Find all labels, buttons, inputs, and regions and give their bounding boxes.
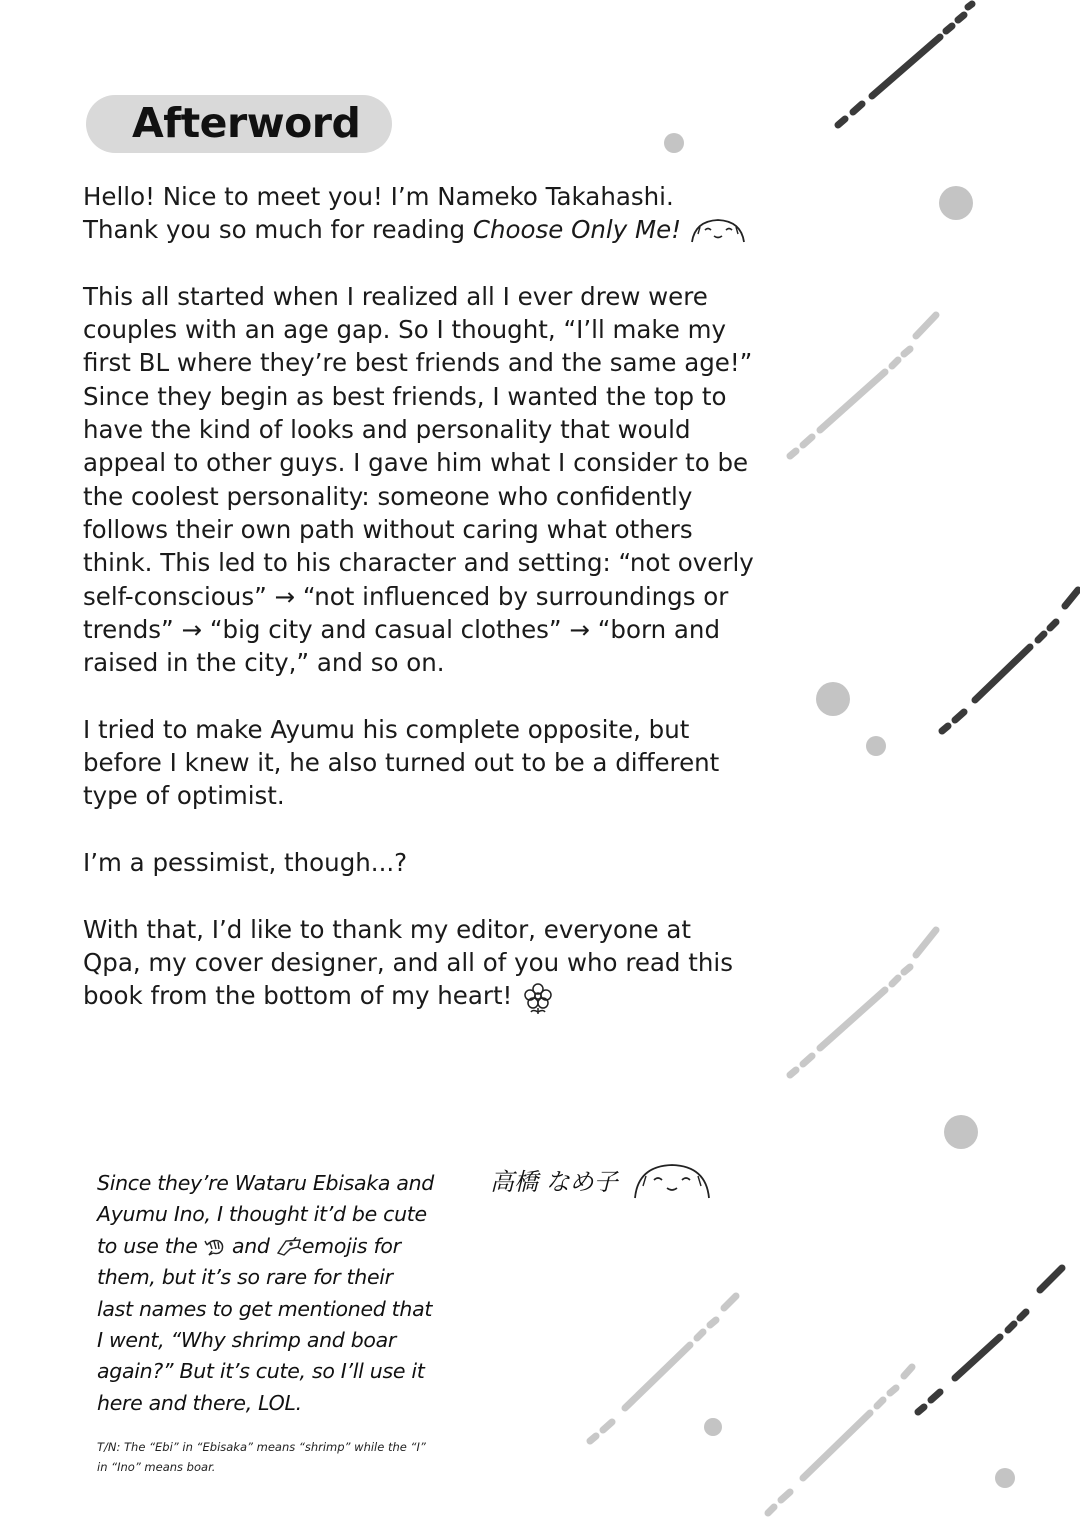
light-dashed-line-2 bbox=[790, 930, 936, 1075]
note-line-3-end: emojis for bbox=[301, 1233, 401, 1258]
tn-line-2: in “Ino” means boar. bbox=[97, 1460, 216, 1474]
p1-line: the coolest personality: someone who confidently bbox=[83, 481, 693, 511]
light-dashed-line-4 bbox=[768, 1367, 912, 1513]
note-line: Ayumu Ino, I thought it’d be cute bbox=[97, 1202, 427, 1227]
p1-line: think. This led to his character and setting: “not overly bbox=[83, 548, 754, 578]
p1-line: couples with an age gap. So I thought, “I’ll make my bbox=[83, 315, 726, 345]
p2-line: before I knew it, he also turned out to be a different bbox=[83, 748, 720, 778]
dark-dashed-line-middle bbox=[942, 590, 1078, 731]
face-doodle-icon bbox=[689, 217, 747, 245]
p1-line: follows their own path without caring what others bbox=[83, 514, 693, 544]
intro-line-2 bbox=[83, 213, 773, 246]
paragraph-pessimist bbox=[83, 846, 773, 879]
flower-doodle-icon bbox=[520, 979, 556, 1015]
translator-note bbox=[97, 1437, 426, 1477]
p3-line: I’m a pessimist, though...? bbox=[83, 847, 408, 877]
paragraph-thanks bbox=[83, 913, 773, 1016]
note-line: again?” But it’s cute, so I’ll use it bbox=[97, 1359, 425, 1384]
p1-line: Since they begin as best friends, I wanted the top to bbox=[83, 381, 727, 411]
boar-doodle-icon bbox=[276, 1237, 302, 1257]
dark-dashed-line-bottom bbox=[918, 1268, 1062, 1412]
p4-line bbox=[83, 979, 773, 1015]
p4-line: With that, I’d like to thank my editor, everyone at bbox=[83, 914, 691, 944]
light-dashed-line-1 bbox=[790, 315, 936, 456]
paragraph-ayumu bbox=[83, 713, 773, 813]
note-line: Since they’re Wataru Ebisaka and bbox=[97, 1171, 435, 1195]
intro-line-1: Hello! Nice to meet you! I’m Nameko Takahashi. bbox=[83, 182, 674, 211]
dark-dashed-line-top bbox=[838, 4, 972, 125]
afterword-body bbox=[83, 180, 773, 1048]
p2-line: I tried to make Ayumu his complete opposite, but bbox=[83, 714, 690, 744]
p1-line: This all started when I realized all I ever drew were bbox=[83, 281, 708, 311]
intro-line-2-prefix: Thank you so much for reading bbox=[83, 215, 473, 245]
p2-line: type of optimist. bbox=[83, 781, 285, 811]
p4-line-text: book from the bottom of my heart! bbox=[83, 981, 513, 1011]
p1-line: trends” → “big city and casual clothes” → “born and bbox=[83, 614, 720, 644]
note-line-3-mid: and bbox=[225, 1233, 276, 1258]
book-title: Choose Only Me! bbox=[472, 215, 682, 245]
signature-face-doodle-icon bbox=[632, 1162, 712, 1202]
paragraph-origin bbox=[83, 280, 773, 680]
note-line: last names to get mentioned that bbox=[97, 1296, 433, 1321]
tn-line-1: T/N: The “Ebi” in “Ebisaka” means “shrimp” while the “I” bbox=[97, 1440, 426, 1454]
shrimp-doodle-icon bbox=[204, 1237, 226, 1257]
note-line-emoji bbox=[97, 1231, 417, 1262]
p1-line: raised in the city,” and so on. bbox=[83, 648, 445, 678]
note-line: them, but it’s so rare for their bbox=[97, 1265, 393, 1290]
handwritten-note bbox=[97, 1168, 435, 1419]
note-line: I went, “Why shrimp and boar bbox=[97, 1328, 397, 1353]
p1-line: have the kind of looks and personality that would bbox=[83, 415, 691, 445]
p1-line: appeal to other guys. I gave him what I consider to be bbox=[83, 448, 749, 478]
note-line-3-start: to use the bbox=[97, 1233, 204, 1258]
p1-line: self-conscious” → “not influenced by surroundings or bbox=[83, 581, 729, 611]
note-line: here and there, LOL. bbox=[97, 1390, 302, 1415]
intro-paragraph bbox=[83, 180, 773, 247]
author-signature: 高橋 なめ子 bbox=[490, 1168, 618, 1196]
p4-line: Qpa, my cover designer, and all of you who read this bbox=[83, 947, 733, 977]
page-title: Afterword bbox=[132, 99, 361, 147]
p1-line: first BL where they’re best friends and the same age!” bbox=[83, 348, 753, 378]
